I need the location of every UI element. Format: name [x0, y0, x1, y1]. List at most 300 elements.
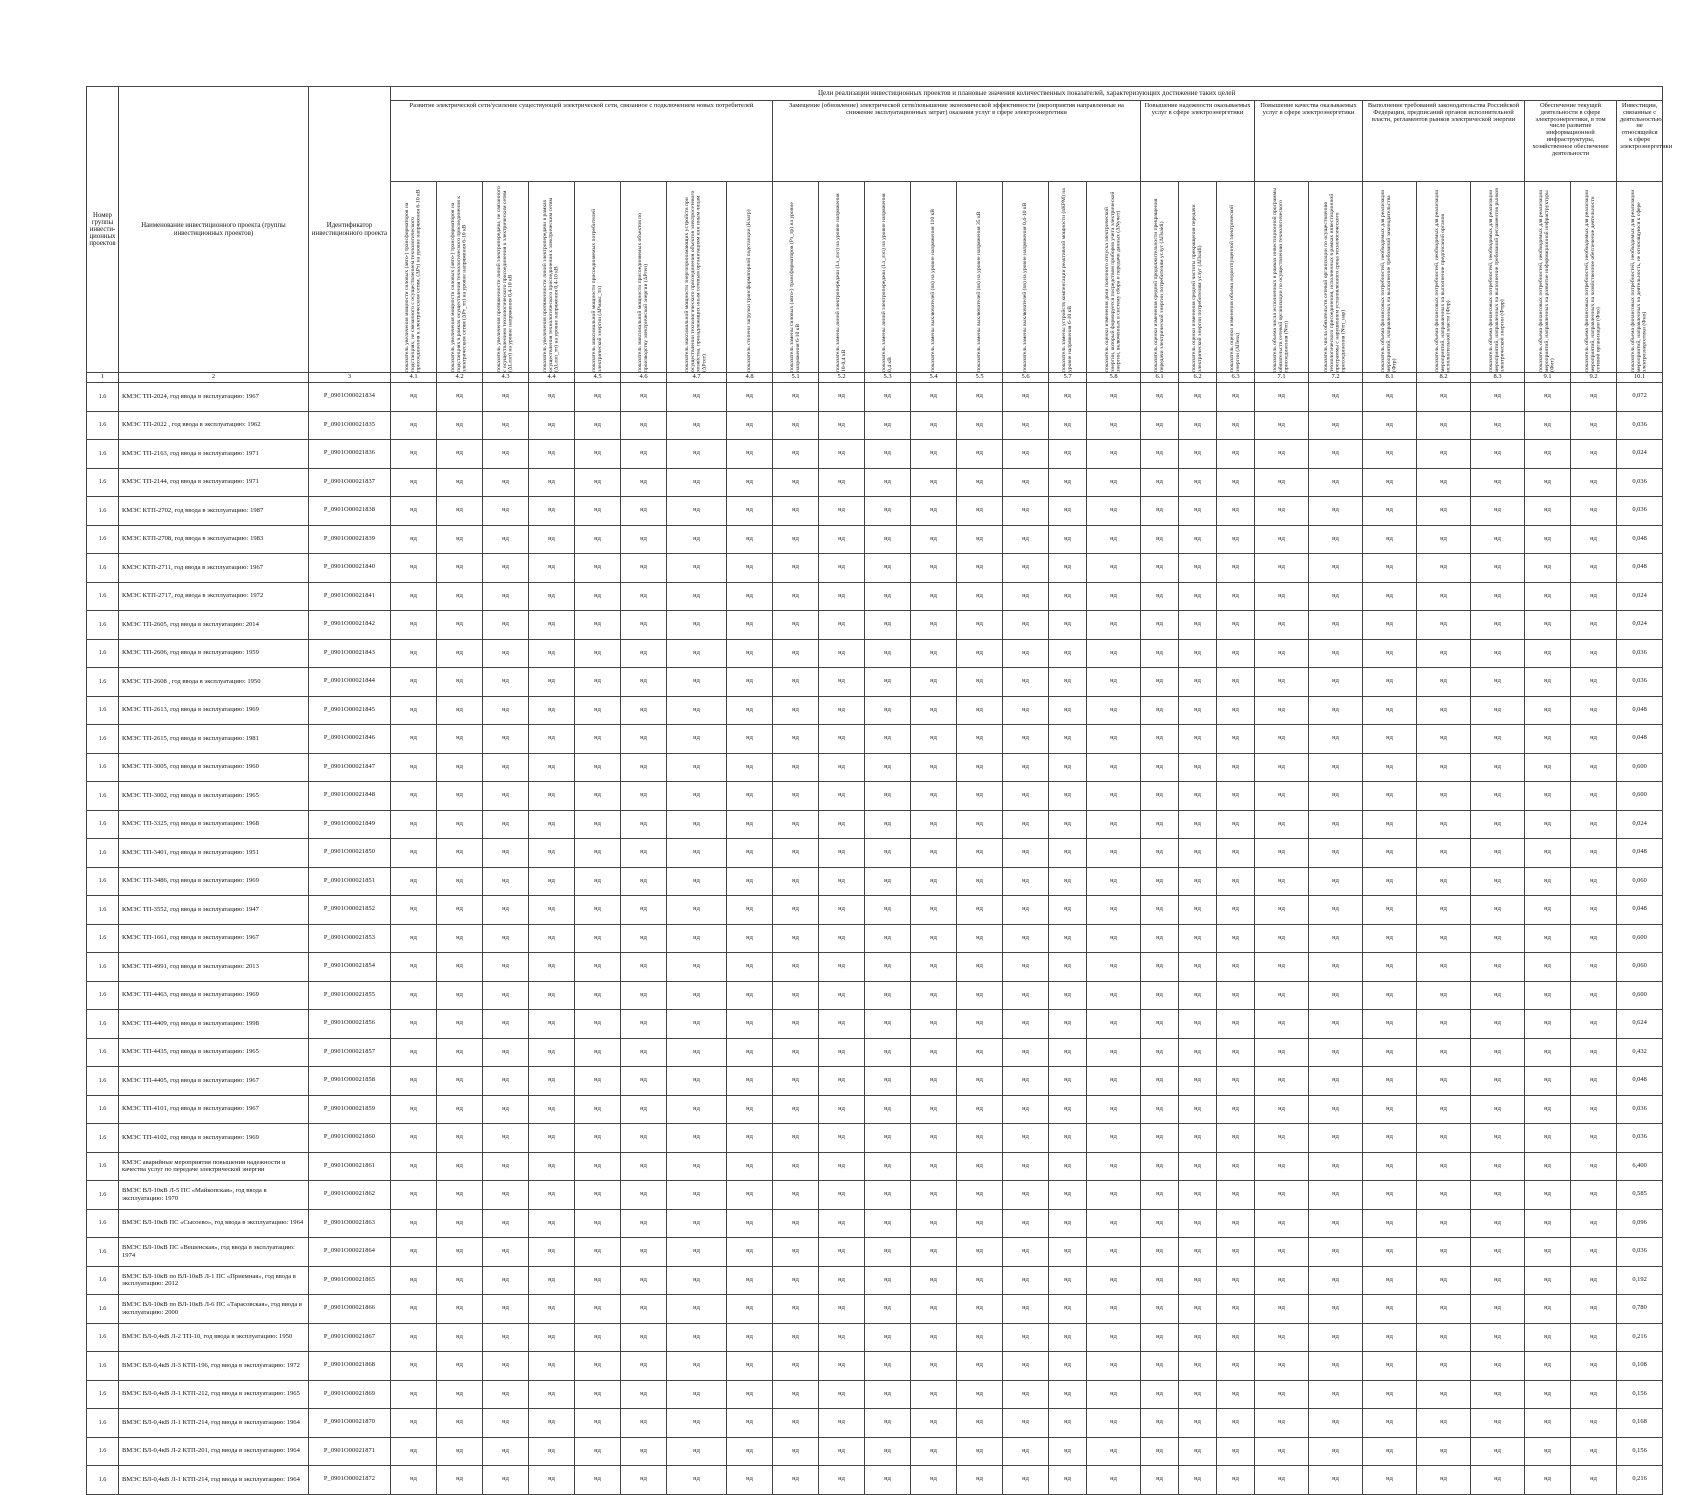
- group-number-cell: 1.6: [87, 554, 119, 583]
- indicator-value-cell: нд: [865, 1010, 911, 1039]
- indicator-value-cell: нд: [1417, 924, 1471, 953]
- indicator-value-cell: нд: [1255, 411, 1309, 440]
- column-number: 7.2: [1309, 373, 1363, 383]
- indicator-value-cell: нд: [1255, 1067, 1309, 1096]
- indicator-value-cell: нд: [957, 1038, 1003, 1067]
- indicator-value-cell: нд: [911, 1152, 957, 1181]
- indicator-value-cell: нд: [437, 1266, 483, 1295]
- indicator-value-cell: нд: [1255, 981, 1309, 1010]
- indicator-value-cell: нд: [1003, 924, 1049, 953]
- indicator-value-cell: нд: [437, 525, 483, 554]
- indicator-value-cell: нд: [819, 810, 865, 839]
- indicator-value-cell: нд: [1309, 1181, 1363, 1210]
- indicator-value-cell: нд: [621, 782, 667, 811]
- table-row: [87, 867, 1663, 896]
- indicator-value-cell: нд: [1049, 981, 1087, 1010]
- indicator-value-cell: нд: [957, 611, 1003, 640]
- indicator-value-cell: нд: [1141, 1010, 1179, 1039]
- indicator-value-cell: нд: [1255, 1238, 1309, 1267]
- project-id-cell: P_0901О00021854: [309, 953, 391, 982]
- indicator-label: показатель максимальной мощности присоединяемых объектов по производству электрической энергии (ΔPген): [636, 212, 649, 372]
- indicator-value-cell: нд: [1087, 1124, 1141, 1153]
- indicator-value-cell: нд: [1217, 1095, 1255, 1124]
- table-row: [87, 554, 1663, 583]
- group-number-cell: 1.6: [87, 1067, 119, 1096]
- indicator-value-cell: нд: [1087, 611, 1141, 640]
- group-number-cell: 1.6: [87, 411, 119, 440]
- indicator-value-cell: нд: [1363, 497, 1417, 526]
- indicator-value-cell: нд: [1309, 1409, 1363, 1438]
- indicator-value-cell: нд: [727, 782, 773, 811]
- indicator-value-cell: нд: [1255, 554, 1309, 583]
- indicator-value-cell: нд: [1417, 753, 1471, 782]
- indicator-header: [1003, 182, 1049, 373]
- indicator-value-cell: нд: [1417, 1266, 1471, 1295]
- indicator-value-cell: нд: [957, 981, 1003, 1010]
- indicator-value-cell: нд: [911, 1038, 957, 1067]
- indicator-value-cell: нд: [391, 411, 437, 440]
- indicator-value-cell: нд: [1471, 1323, 1525, 1352]
- indicator-value-cell: нд: [575, 1323, 621, 1352]
- indicator-value-cell: нд: [1363, 525, 1417, 554]
- indicator-value-cell: нд: [1003, 1010, 1049, 1039]
- indicator-value-cell: нд: [483, 1437, 529, 1466]
- indicator-value-cell: нд: [1255, 1323, 1309, 1352]
- other-activity-value-cell: 0,108: [1617, 1352, 1663, 1381]
- indicator-value-cell: нд: [667, 725, 727, 754]
- indicator-value-cell: нд: [1049, 611, 1087, 640]
- indicator-value-cell: нд: [727, 639, 773, 668]
- group-number-cell: 1.6: [87, 1238, 119, 1267]
- indicator-value-cell: нд: [1217, 753, 1255, 782]
- indicator-value-cell: нд: [1363, 1152, 1417, 1181]
- indicator-value-cell: нд: [1417, 611, 1471, 640]
- indicator-value-cell: нд: [865, 696, 911, 725]
- indicator-value-cell: нд: [957, 1295, 1003, 1324]
- indicator-value-cell: нд: [437, 497, 483, 526]
- indicator-value-cell: нд: [1141, 867, 1179, 896]
- group-number-cell: 1.6: [87, 867, 119, 896]
- indicator-value-cell: нд: [1087, 639, 1141, 668]
- indicator-value-cell: нд: [727, 810, 773, 839]
- indicator-value-cell: нд: [1003, 611, 1049, 640]
- indicator-value-cell: нд: [391, 1323, 437, 1352]
- column-number: 5.5: [957, 373, 1003, 383]
- other-activity-value-cell: 0,024: [1617, 611, 1663, 640]
- indicator-value-cell: нд: [1217, 440, 1255, 469]
- indicator-value-cell: нд: [1179, 981, 1217, 1010]
- indicator-value-cell: нд: [727, 554, 773, 583]
- indicator-value-cell: нд: [1217, 383, 1255, 412]
- indicator-value-cell: нд: [727, 953, 773, 982]
- project-id-cell: P_0901О00021841: [309, 582, 391, 611]
- indicator-value-cell: нд: [1217, 1209, 1255, 1238]
- indicator-header: [529, 182, 575, 373]
- indicator-value-cell: нд: [1141, 725, 1179, 754]
- indicator-value-cell: нд: [1141, 1266, 1179, 1295]
- indicator-value-cell: нд: [1525, 525, 1571, 554]
- indicator-value-cell: нд: [391, 440, 437, 469]
- indicator-value-cell: нд: [1417, 981, 1471, 1010]
- indicator-value-cell: нд: [957, 839, 1003, 868]
- indicator-value-cell: нд: [865, 1067, 911, 1096]
- indicator-value-cell: нд: [1003, 782, 1049, 811]
- indicator-value-cell: нд: [957, 1181, 1003, 1210]
- indicator-value-cell: нд: [1363, 1466, 1417, 1495]
- indicator-value-cell: нд: [865, 1409, 911, 1438]
- indicator-value-cell: нд: [1179, 1010, 1217, 1039]
- indicator-value-cell: нд: [727, 1466, 773, 1495]
- indicator-value-cell: нд: [1417, 1124, 1471, 1153]
- indicator-value-cell: нд: [483, 1466, 529, 1495]
- indicator-value-cell: нд: [1525, 582, 1571, 611]
- table-row: [87, 953, 1663, 982]
- indicator-value-cell: нд: [1363, 1181, 1417, 1210]
- indicator-value-cell: нд: [819, 867, 865, 896]
- indicator-value-cell: нд: [621, 1209, 667, 1238]
- indicator-value-cell: нд: [727, 383, 773, 412]
- indicator-value-cell: нд: [865, 924, 911, 953]
- indicator-value-cell: нд: [819, 953, 865, 982]
- indicator-value-cell: нд: [667, 554, 727, 583]
- indicator-value-cell: нд: [483, 1067, 529, 1096]
- indicator-value-cell: нд: [1049, 1209, 1087, 1238]
- indicator-value-cell: нд: [1003, 1466, 1049, 1495]
- indicator-value-cell: нд: [1179, 525, 1217, 554]
- indicator-value-cell: нд: [1363, 1295, 1417, 1324]
- other-activity-value-cell: 0,156: [1617, 1437, 1663, 1466]
- indicator-value-cell: нд: [1179, 1124, 1217, 1153]
- indicator-value-cell: нд: [819, 753, 865, 782]
- indicator-value-cell: нд: [1179, 1181, 1217, 1210]
- indicator-value-cell: нд: [1049, 1238, 1087, 1267]
- indicator-value-cell: нд: [621, 1124, 667, 1153]
- indicator-header: [1049, 182, 1087, 373]
- indicator-value-cell: нд: [1255, 1010, 1309, 1039]
- table-row: [87, 924, 1663, 953]
- indicator-value-cell: нд: [1255, 1124, 1309, 1153]
- indicator-value-cell: нд: [727, 1209, 773, 1238]
- indicator-value-cell: нд: [1309, 1437, 1363, 1466]
- indicator-value-cell: нд: [575, 1352, 621, 1381]
- column-number: 3: [309, 373, 391, 383]
- project-id-cell: P_0901О00021860: [309, 1124, 391, 1153]
- indicator-value-cell: нд: [1571, 582, 1617, 611]
- indicator-value-cell: нд: [911, 1266, 957, 1295]
- indicator-value-cell: нд: [437, 810, 483, 839]
- other-activity-value-cell: 0,156: [1617, 1380, 1663, 1409]
- project-name-cell: КМЭС ТП-2163, год ввода в эксплуатацию: 1971: [119, 440, 309, 469]
- column-numbers-row: [87, 373, 1663, 383]
- indicator-value-cell: нд: [1049, 1181, 1087, 1210]
- indicator-label: показатель максимальной мощности присоединяемых потребителей электрической энергии (ΔPмакс_тп): [590, 208, 603, 372]
- indicator-value-cell: нд: [773, 1352, 819, 1381]
- column-number: 5.1: [773, 373, 819, 383]
- indicator-value-cell: нд: [529, 1437, 575, 1466]
- indicator-value-cell: нд: [1471, 1409, 1525, 1438]
- project-name-cell: КМЭС ТП-4405, год ввода в эксплуатацию: 1967: [119, 1067, 309, 1096]
- indicator-value-cell: нд: [1049, 383, 1087, 412]
- indicator-value-cell: нд: [575, 639, 621, 668]
- group-number-cell: 1.6: [87, 497, 119, 526]
- indicator-value-cell: нд: [391, 1380, 437, 1409]
- indicator-value-cell: нд: [1049, 1152, 1087, 1181]
- indicator-value-cell: нд: [1417, 1380, 1471, 1409]
- indicator-value-cell: нд: [1309, 867, 1363, 896]
- indicator-value-cell: нд: [1049, 753, 1087, 782]
- indicator-value-cell: нд: [1003, 1266, 1049, 1295]
- indicator-value-cell: нд: [1255, 1152, 1309, 1181]
- indicator-value-cell: нд: [865, 1095, 911, 1124]
- indicator-value-cell: нд: [865, 383, 911, 412]
- indicator-value-cell: нд: [1179, 896, 1217, 925]
- indicator-value-cell: нд: [819, 1266, 865, 1295]
- indicator-value-cell: нд: [819, 1380, 865, 1409]
- indicator-value-cell: нд: [529, 924, 575, 953]
- indicator-value-cell: нд: [575, 383, 621, 412]
- indicator-value-cell: нд: [1255, 497, 1309, 526]
- indicator-value-cell: нд: [1471, 1352, 1525, 1381]
- project-name-cell: КМЭС ТП-2615, год ввода в эксплуатацию: 1981: [119, 725, 309, 754]
- indicator-value-cell: нд: [1179, 753, 1217, 782]
- indicator-value-cell: нд: [1217, 525, 1255, 554]
- indicator-value-cell: нд: [1471, 611, 1525, 640]
- indicator-value-cell: нд: [1003, 497, 1049, 526]
- indicator-value-cell: нд: [575, 953, 621, 982]
- indicator-value-cell: нд: [957, 1352, 1003, 1381]
- indicator-value-cell: нд: [437, 1181, 483, 1210]
- indicator-value-cell: нд: [575, 497, 621, 526]
- indicator-header: [1217, 182, 1255, 373]
- indicator-value-cell: нд: [437, 440, 483, 469]
- indicator-value-cell: нд: [1571, 411, 1617, 440]
- project-id-cell: P_0901О00021858: [309, 1067, 391, 1096]
- indicator-value-cell: нд: [957, 1437, 1003, 1466]
- indicator-value-cell: нд: [911, 696, 957, 725]
- indicator-value-cell: нд: [621, 1095, 667, 1124]
- indicator-value-cell: нд: [483, 1010, 529, 1039]
- indicator-value-cell: нд: [1141, 896, 1179, 925]
- indicator-value-cell: нд: [621, 725, 667, 754]
- indicator-value-cell: нд: [911, 839, 957, 868]
- indicator-value-cell: нд: [1141, 554, 1179, 583]
- indicator-value-cell: нд: [391, 839, 437, 868]
- indicator-value-cell: нд: [1363, 554, 1417, 583]
- indicator-value-cell: нд: [621, 497, 667, 526]
- indicator-value-cell: нд: [1255, 725, 1309, 754]
- column-number: 4.3: [483, 373, 529, 383]
- project-name-cell: КМЭС ТП-3005, год ввода в эксплуатацию: 1960: [119, 753, 309, 782]
- indicator-value-cell: нд: [437, 1010, 483, 1039]
- project-name-cell: КМЭС ТП-2605, год ввода в эксплуатацию: 2014: [119, 611, 309, 640]
- indicator-value-cell: нд: [1525, 1323, 1571, 1352]
- indicator-value-cell: нд: [1049, 554, 1087, 583]
- indicator-value-cell: нд: [1087, 810, 1141, 839]
- column-number: 6.3: [1217, 373, 1255, 383]
- indicator-value-cell: нд: [865, 1038, 911, 1067]
- indicator-value-cell: нд: [1141, 639, 1179, 668]
- indicator-value-cell: нд: [1003, 1209, 1049, 1238]
- indicator-value-cell: нд: [1141, 1466, 1179, 1495]
- indicator-value-cell: нд: [391, 554, 437, 583]
- indicator-value-cell: нд: [1525, 981, 1571, 1010]
- indicator-value-cell: нд: [1179, 696, 1217, 725]
- indicator-value-cell: нд: [667, 1124, 727, 1153]
- indicator-value-cell: нд: [1525, 1437, 1571, 1466]
- indicator-value-cell: нд: [1525, 696, 1571, 725]
- indicator-value-cell: нд: [773, 896, 819, 925]
- indicator-value-cell: нд: [575, 1067, 621, 1096]
- indicator-value-cell: нд: [483, 981, 529, 1010]
- indicator-value-cell: нд: [727, 924, 773, 953]
- indicator-value-cell: нд: [1255, 867, 1309, 896]
- indicator-value-cell: нд: [1179, 725, 1217, 754]
- indicator-value-cell: нд: [391, 1209, 437, 1238]
- indicator-label: показатель замены выключателей (nв) на уровне напряжения 110 кВ: [929, 209, 936, 372]
- indicator-value-cell: нд: [1525, 924, 1571, 953]
- indicator-label: показатель объема финансовых потребностей, необходимых для реализации мероприятий, направленных на выполнение предписаний органов исполнительной власти (Фпр): [1433, 189, 1452, 372]
- indicator-label: показатель объема числа исполненных в рамках инвестиционной программы обязательств сетевой организации по осуществлению технологического присоединения (Nтп): [1271, 187, 1290, 372]
- indicator-value-cell: нд: [1003, 582, 1049, 611]
- table-row: [87, 1266, 1663, 1295]
- project-id-cell: P_0901О00021865: [309, 1266, 391, 1295]
- indicator-value-cell: нд: [865, 1323, 911, 1352]
- indicator-value-cell: нд: [773, 440, 819, 469]
- indicator-header: [1309, 182, 1363, 373]
- indicator-value-cell: нд: [773, 1466, 819, 1495]
- indicator-value-cell: нд: [819, 1409, 865, 1438]
- indicator-value-cell: нд: [1309, 1038, 1363, 1067]
- indicator-value-cell: нд: [1471, 1152, 1525, 1181]
- indicator-value-cell: нд: [1525, 383, 1571, 412]
- indicator-value-cell: нд: [529, 810, 575, 839]
- indicator-value-cell: нд: [391, 468, 437, 497]
- indicator-value-cell: нд: [865, 981, 911, 1010]
- table-row: [87, 1323, 1663, 1352]
- indicator-value-cell: нд: [727, 668, 773, 697]
- other-activity-value-cell: 6,400: [1617, 1152, 1663, 1181]
- indicator-value-cell: нд: [1525, 1181, 1571, 1210]
- indicator-value-cell: нд: [1363, 411, 1417, 440]
- indicator-value-cell: нд: [1363, 753, 1417, 782]
- indicator-value-cell: нд: [1141, 1409, 1179, 1438]
- indicator-value-cell: нд: [1141, 1038, 1179, 1067]
- project-name-cell: ВМЭС ВЛ-10кВ по ВЛ-10кВ Л-1 ПС «Приемная», год ввода в эксплуатацию: 2012: [119, 1266, 309, 1295]
- indicator-value-cell: нд: [621, 411, 667, 440]
- other-activity-value-cell: 0,036: [1617, 468, 1663, 497]
- indicator-value-cell: нд: [1471, 725, 1525, 754]
- indicator-value-cell: нд: [391, 1295, 437, 1324]
- indicator-value-cell: нд: [1309, 839, 1363, 868]
- indicator-value-cell: нд: [483, 896, 529, 925]
- indicator-value-cell: нд: [1049, 782, 1087, 811]
- indicator-value-cell: нд: [621, 1266, 667, 1295]
- indicator-value-cell: нд: [483, 725, 529, 754]
- project-name-cell: ВМЭС ВЛ-0,4кВ Л-3 КТП-196, год ввода в эксплуатацию: 1972: [119, 1352, 309, 1381]
- indicator-value-cell: нд: [391, 896, 437, 925]
- indicator-value-cell: нд: [1471, 525, 1525, 554]
- indicator-value-cell: нд: [1003, 1067, 1049, 1096]
- other-activity-value-cell: 0,624: [1617, 1010, 1663, 1039]
- indicator-value-cell: нд: [1003, 753, 1049, 782]
- indicator-value-cell: нд: [1087, 1095, 1141, 1124]
- indicator-value-cell: нд: [727, 582, 773, 611]
- table-row: [87, 1067, 1663, 1096]
- col-header-project-id: Идентификатор инвестиционного проекта: [309, 87, 391, 373]
- indicator-value-cell: нд: [1309, 725, 1363, 754]
- indicator-value-cell: нд: [819, 1352, 865, 1381]
- indicator-value-cell: нд: [1087, 468, 1141, 497]
- indicator-value-cell: нд: [727, 1266, 773, 1295]
- indicator-value-cell: нд: [1309, 611, 1363, 640]
- indicator-value-cell: нд: [1217, 1323, 1255, 1352]
- other-activity-value-cell: 0,036: [1617, 497, 1663, 526]
- indicator-value-cell: нд: [1179, 1352, 1217, 1381]
- indicator-value-cell: нд: [1255, 1181, 1309, 1210]
- indicator-value-cell: нд: [1417, 1181, 1471, 1210]
- indicator-value-cell: нд: [1525, 782, 1571, 811]
- project-id-cell: P_0901О00021856: [309, 1010, 391, 1039]
- indicator-value-cell: нд: [1363, 1124, 1417, 1153]
- indicator-value-cell: нд: [1471, 696, 1525, 725]
- indicator-value-cell: нд: [667, 1323, 727, 1352]
- group-number-cell: 1.6: [87, 953, 119, 982]
- other-activity-value-cell: 0,048: [1617, 696, 1663, 725]
- indicator-value-cell: нд: [957, 725, 1003, 754]
- other-activity-value-cell: 0,600: [1617, 981, 1663, 1010]
- indicator-value-cell: нд: [819, 611, 865, 640]
- indicator-value-cell: нд: [1571, 1437, 1617, 1466]
- indicator-value-cell: нд: [529, 497, 575, 526]
- other-activity-value-cell: 0,600: [1617, 782, 1663, 811]
- indicator-value-cell: нд: [529, 753, 575, 782]
- indicator-value-cell: нд: [483, 1323, 529, 1352]
- indicator-value-cell: нд: [865, 497, 911, 526]
- indicator-value-cell: нд: [1363, 1380, 1417, 1409]
- indicator-value-cell: нд: [667, 668, 727, 697]
- indicator-value-cell: нд: [1003, 839, 1049, 868]
- indicator-header: [391, 182, 437, 373]
- indicator-value-cell: нд: [483, 639, 529, 668]
- indicator-value-cell: нд: [575, 1010, 621, 1039]
- indicator-value-cell: нд: [1471, 1038, 1525, 1067]
- indicator-value-cell: нд: [667, 810, 727, 839]
- indicator-value-cell: нд: [865, 1295, 911, 1324]
- indicator-value-cell: нд: [1179, 1437, 1217, 1466]
- indicator-value-cell: нд: [1417, 1295, 1471, 1324]
- column-number: 9.2: [1571, 373, 1617, 383]
- project-id-cell: P_0901О00021846: [309, 725, 391, 754]
- indicator-value-cell: нд: [1087, 1038, 1141, 1067]
- indicator-label: показатель оценки изменения средней продолжительности прекращения передачи электрической энергии потребителям услуг (ΔПsaidi): [1152, 198, 1165, 372]
- indicator-value-cell: нд: [865, 639, 911, 668]
- group-number-cell: 1.6: [87, 753, 119, 782]
- indicator-value-cell: нд: [773, 839, 819, 868]
- indicator-value-cell: нд: [1217, 810, 1255, 839]
- indicator-value-cell: нд: [1179, 1380, 1217, 1409]
- indicator-value-cell: нд: [667, 1038, 727, 1067]
- indicator-value-cell: нд: [529, 668, 575, 697]
- group-number-cell: 1.6: [87, 582, 119, 611]
- indicator-value-cell: нд: [391, 753, 437, 782]
- indicator-value-cell: нд: [1255, 611, 1309, 640]
- indicator-value-cell: нд: [819, 696, 865, 725]
- indicator-value-cell: нд: [437, 1409, 483, 1438]
- indicator-value-cell: нд: [1141, 1380, 1179, 1409]
- indicator-value-cell: нд: [437, 1038, 483, 1067]
- indicator-value-cell: нд: [1471, 582, 1525, 611]
- indicator-value-cell: нд: [1571, 525, 1617, 554]
